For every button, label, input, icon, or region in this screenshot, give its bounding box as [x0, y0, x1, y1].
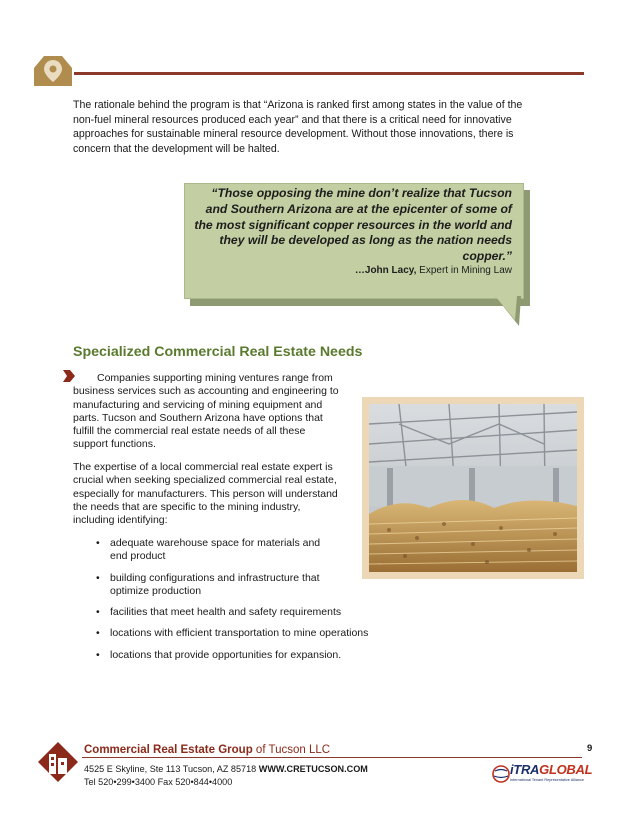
list-item: • locations with efficient transportation to mine operations [96, 627, 396, 640]
paragraph-2: The expertise of a local commercial real estate expert is crucial when seeking specialized commercial real estate, especially for manufacturers. This person will understand the needs that are specific to the mining industry, including identifying: [73, 461, 338, 527]
list-item: • facilities that meet health and safety requirements [96, 606, 396, 619]
company-name-bold: Commercial Real Estate Group [84, 744, 253, 756]
section-title: Specialized Commercial Real Estate Needs [73, 344, 363, 360]
itra-logo-accent: GLOBAL [539, 762, 593, 777]
quote-author-title: Expert in Mining Law [416, 265, 512, 276]
company-name [84, 744, 330, 756]
warehouse-rebar-photo [362, 397, 584, 579]
list-item: • adequate warehouse space for materials and end product [96, 537, 340, 564]
intro-paragraph: The rationale behind the program is that “Arizona is ranked first among states in the value of the non-fuel mineral resources produced each year” and that there is a critical need for innovative approaches for sustainable mineral resource development. Without those innovations, there is concern that the development will be halted. [73, 99, 523, 155]
building-logo-icon [36, 740, 80, 784]
quote-attribution [194, 265, 512, 276]
list-item: • locations that provide opportunities for expansion. [96, 649, 396, 662]
list-item: • building configurations and infrastructure that optimize production [96, 572, 340, 599]
itra-global-logo [510, 762, 592, 777]
address-text: 4525 E Skyline, Ste 113 Tucson, AZ 85718 [84, 764, 259, 774]
website-link[interactable]: WWW.CRETUCSON.COM [258, 764, 368, 774]
itra-logo-main: iTRA [510, 762, 540, 777]
company-name-rest: of Tucson LLC [252, 744, 331, 756]
quote-text: “Those opposing the mine don’t realize that Tucson and Southern Arizona are at the epicenter of some of the most significant copper resources in the world and they will be developed as long as the nation needs copper.” [194, 186, 512, 264]
paragraph-1: Companies supporting mining ventures range from business services such as accounting and engineering to manufacturing and servicing of mining equipment and parts. Tucson and Southern Arizona have options that fulfill the commercial real estate needs of all these support functions. [73, 372, 339, 451]
header-rule [74, 72, 584, 75]
quote-author: …John Lacy, [354, 265, 417, 276]
warehouse-illustration [369, 404, 577, 572]
map-pin-icon [30, 48, 76, 88]
itra-tagline: International Tenant Representative Alliance [510, 778, 585, 782]
speech-tail-icon [495, 296, 535, 328]
company-phone: Tel 520•299•3400 Fax 520•844•4000 [84, 777, 233, 787]
company-address [84, 764, 368, 774]
footer-rule [82, 757, 582, 758]
requirements-list [96, 537, 396, 670]
page-number: 9 [587, 743, 593, 754]
